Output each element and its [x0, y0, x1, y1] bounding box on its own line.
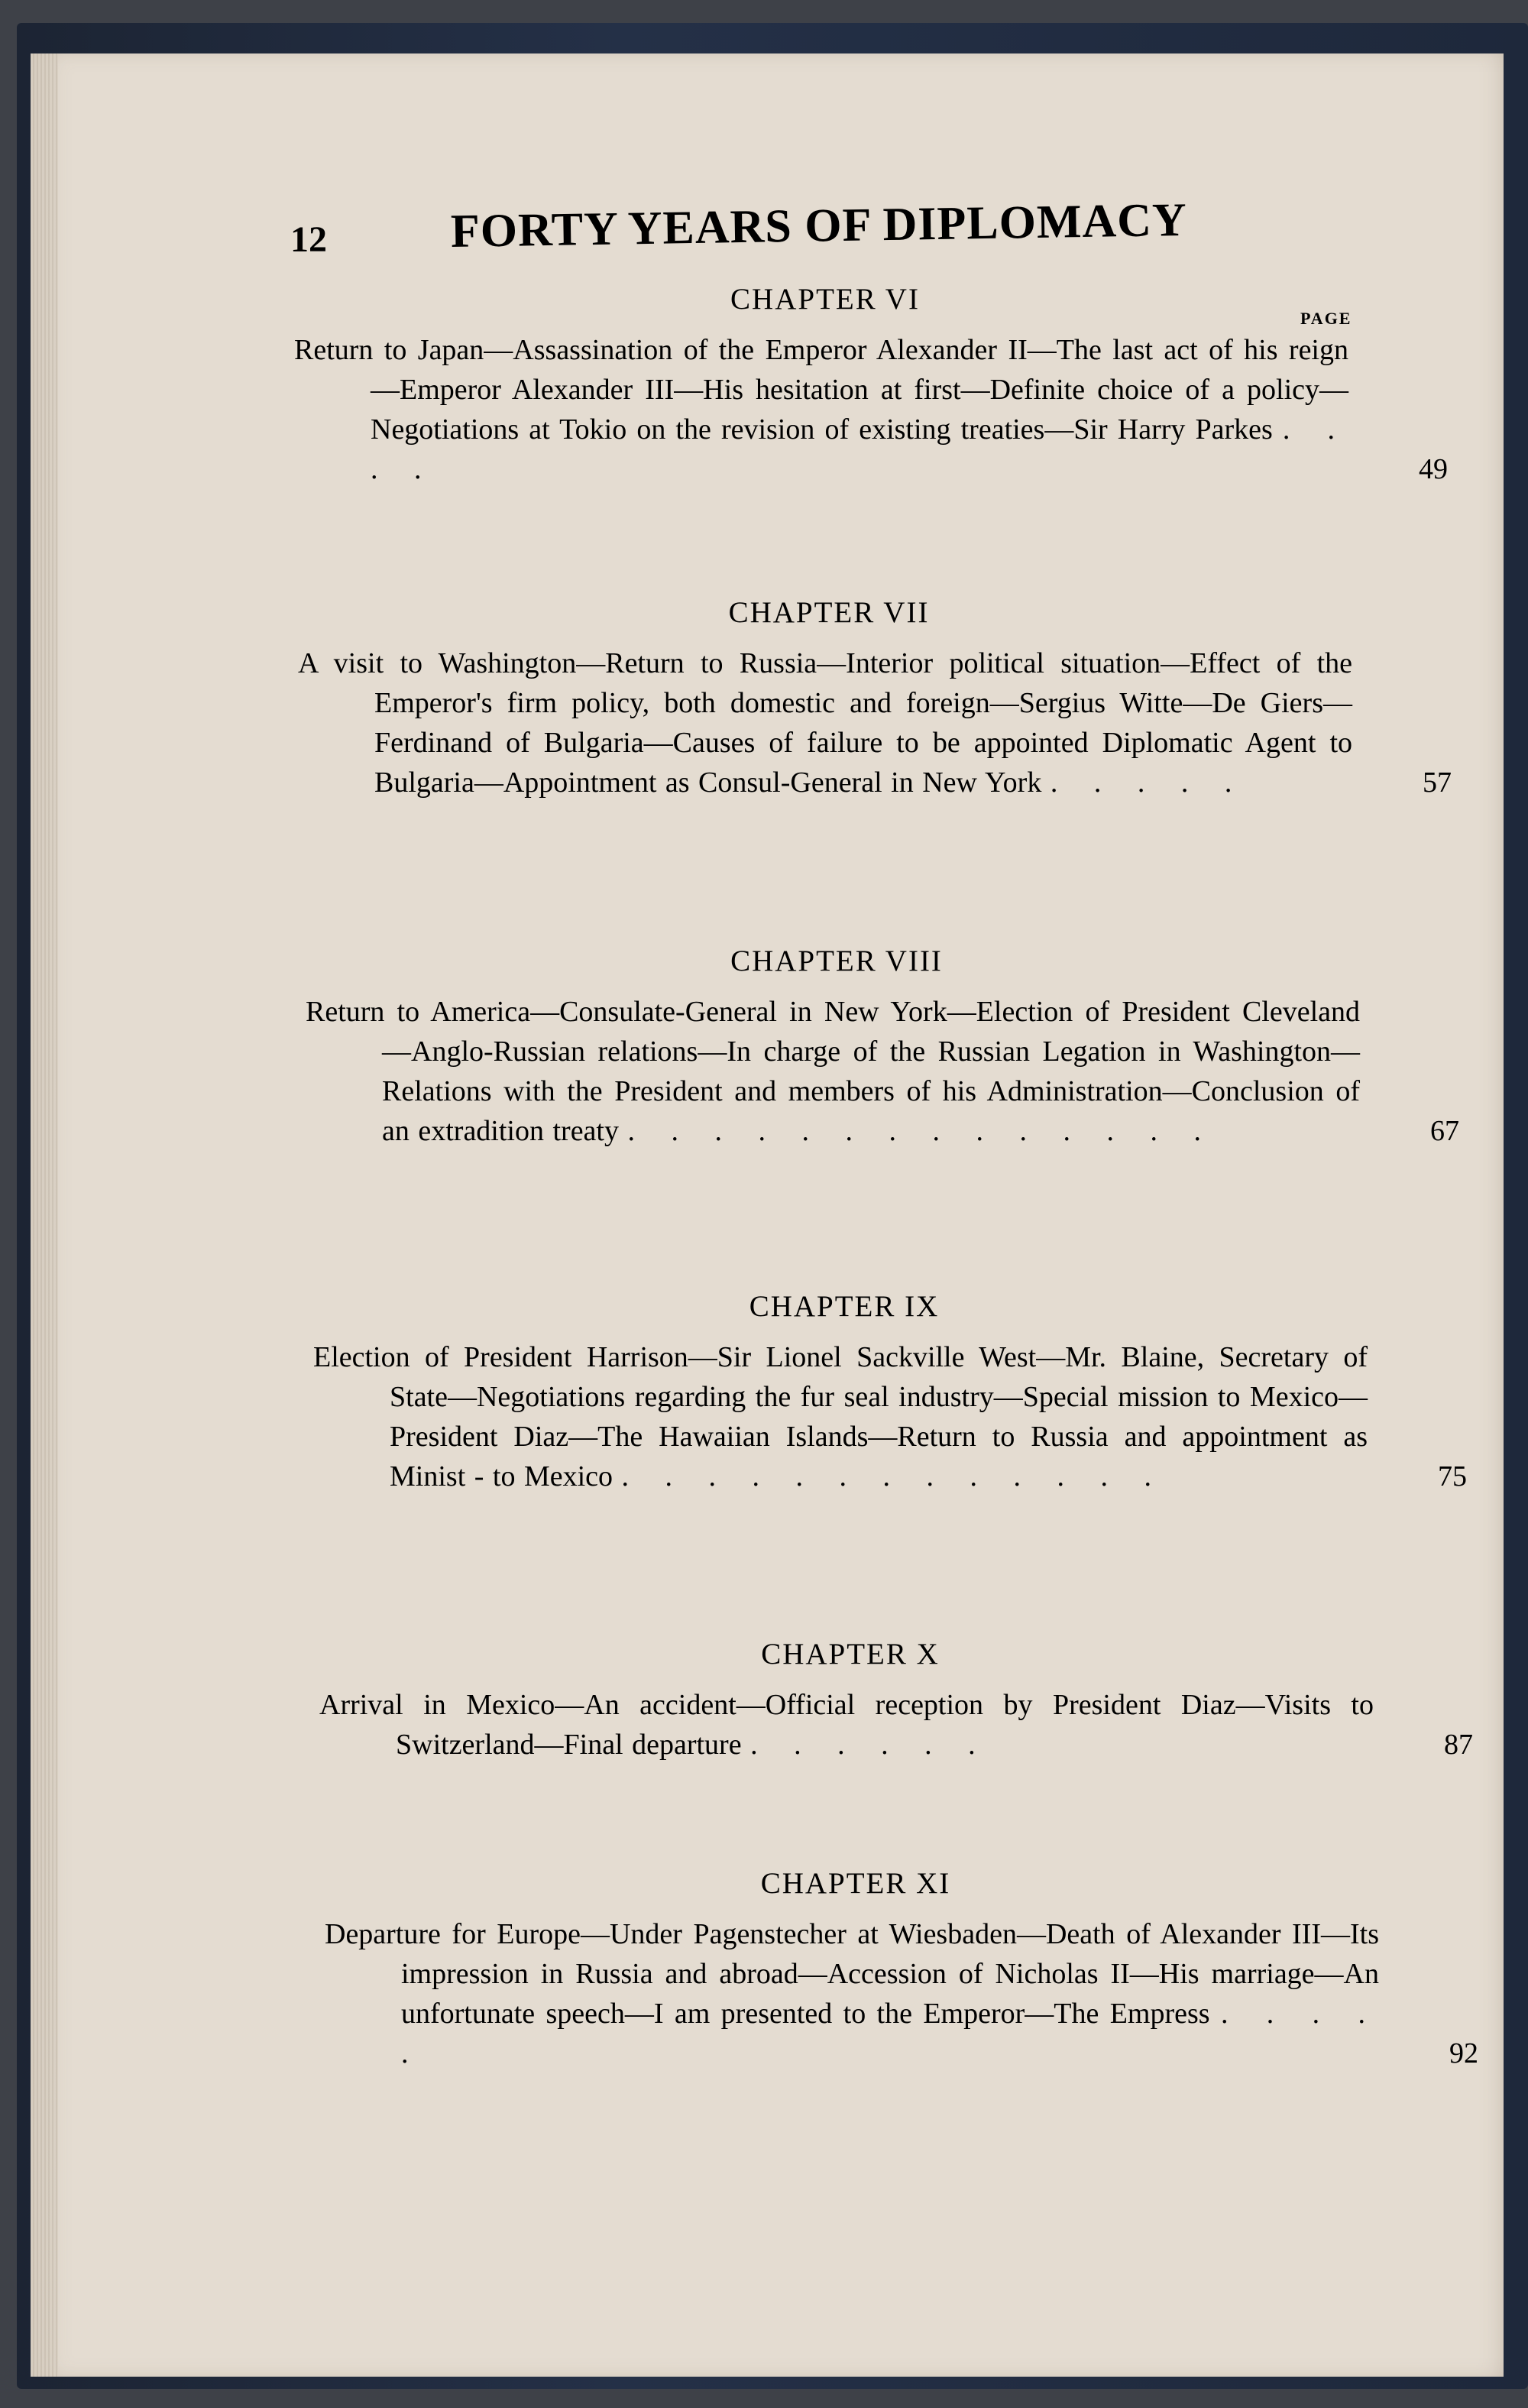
leader-dots: . . . . .	[401, 1998, 1380, 2069]
chapter-heading: CHAPTER X	[761, 1638, 940, 1671]
toc-entry-chapter-11	[325, 1861, 1478, 2073]
chapter-summary: Arrival in Mexico—An accident—Official reception by President Diaz—Visits to Switzerland—Final departure . . . . . .	[319, 1689, 1374, 1761]
chapter-summary: Return to Japan—Assassination of the Emperor Alexander II—The last act of his reign—Emperor Alexander III—His hesitation at first—Definite choice of a policy—Negotiations at Tokio on the revision of existing treaties—Sir Harry Parkes . . . .	[294, 334, 1348, 485]
chapter-heading: CHAPTER IX	[749, 1290, 940, 1323]
leader-dots: . . . .	[371, 413, 1348, 485]
chapter-summary: Election of President Harrison—Sir Lionel Sackville West—Mr. Blaine, Secretary of State—Negotiations regarding the fur seal industry—Special mission to Mexico—President Diaz—The Hawaiian Islands—Return to Russia and appointment as Minist - to Mexico . . . . . . . . . . . . .	[313, 1341, 1368, 1492]
leader-dots: . . . . .	[1050, 766, 1246, 799]
page-reference: 57	[1423, 766, 1452, 799]
toc-entry-chapter-7	[298, 590, 1452, 802]
chapter-heading: CHAPTER VII	[728, 596, 930, 629]
page-reference: 92	[1449, 2037, 1478, 2069]
page-edge	[31, 53, 58, 2377]
page-reference: 67	[1430, 1115, 1459, 1147]
toc-entry-chapter-8	[306, 938, 1459, 1151]
running-title: FORTY YEARS OF DIPLOMACY	[450, 193, 1188, 258]
leader-dots: . . . . . . . . . . . . . .	[627, 1115, 1215, 1147]
page-reference: 75	[1438, 1460, 1467, 1492]
chapter-heading: CHAPTER VIII	[730, 945, 943, 977]
leader-dots: . . . . . . . . . . . . .	[621, 1460, 1166, 1492]
page-column-label: PAGE	[1300, 309, 1352, 328]
chapter-summary: Departure for Europe—Under Pagenstecher at Wiesbaden—Death of Alexander III—Its impression in Russia and abroad—Accession of Nicholas II—His marriage—An unfortunate speech—I am presented to the Emperor—The Empress . . . . .	[325, 1918, 1380, 2069]
chapter-heading: CHAPTER VI	[730, 283, 920, 316]
page-number: 12	[290, 219, 327, 260]
leader-dots: . . . . . .	[750, 1729, 989, 1761]
chapter-summary: A visit to Washington—Return to Russia—Interior political situation—Effect of the Emperor's firm policy, both domestic and foreign—Sergius Witte—De Giers—Ferdinand of Bulgaria—Causes of failure to be appointed Diplomatic Agent to Bulgaria—Appointment as Consul-General in New York . . . . .	[298, 647, 1352, 799]
page-reference: 49	[1419, 453, 1448, 485]
toc-entry-chapter-10	[319, 1632, 1473, 1765]
chapter-summary: Return to America—Consulate-General in New York—Election of President Cleveland—Anglo-Russian relations—In charge of the Russian Legation in Washington—Relations with the President and members of his Administration—Conclusion of an extradition treaty . . . . . . . . . . . . . .	[306, 996, 1360, 1147]
chapter-heading: CHAPTER XI	[760, 1867, 951, 1900]
toc-entry-chapter-6	[294, 277, 1448, 489]
page-reference: 87	[1444, 1729, 1473, 1761]
page-header	[290, 193, 1207, 266]
toc-entry-chapter-9	[313, 1284, 1467, 1496]
